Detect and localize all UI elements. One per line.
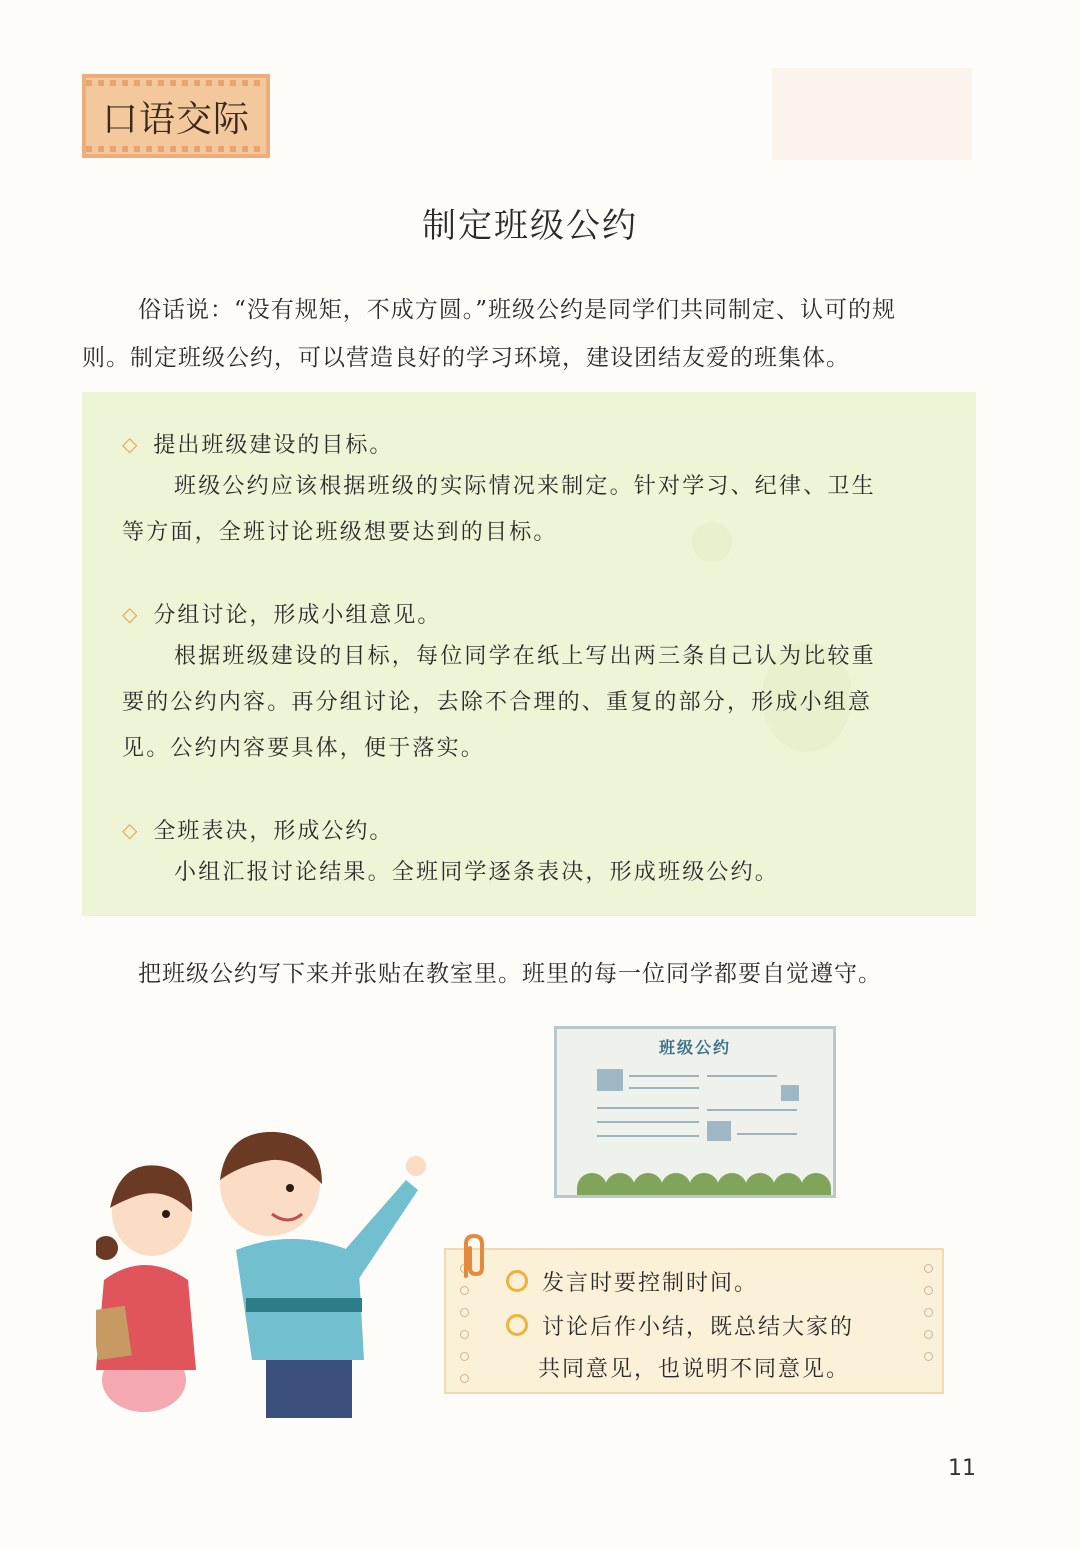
step-2-line-3: 见。公约内容要具体，便于落实。 [122,736,486,761]
hill-decoration [633,1173,663,1195]
hill-decoration [745,1173,775,1195]
hill-decoration [689,1173,719,1195]
binder-hole [460,1352,469,1361]
binder-hole [924,1308,933,1317]
hill-decoration [577,1173,607,1195]
boy-figure [220,1132,426,1418]
poster-line [629,1087,699,1089]
poster-line [597,1135,699,1137]
intro-line-2: 则。制定班级公约，可以营造良好的学习环境，建设团结友爱的班集体。 [82,345,850,371]
step-2-line-2: 要的公约内容。再分组讨论，去除不合理的、重复的部分，形成小组意 [122,690,873,715]
intro-line-1: 俗话说：“没有规矩，不成方圆。”班级公约是同学们共同制定、认可的规 [138,297,897,323]
step-3-line-1: 小组汇报讨论结果。全班同学逐条表决，形成班级公约。 [174,860,780,885]
step-1-line-1: 班级公约应该根据班级的实际情况来制定。针对学习、纪律、卫生 [174,474,876,499]
step-2-heading: ◇ 分组讨论，形成小组意见。 [122,601,442,628]
tips-note [444,1248,944,1394]
hill-decoration [605,1173,635,1195]
tip-1: 发言时要控制时间。 [506,1266,758,1297]
circle-bullet-icon [506,1314,528,1336]
section-tag-label: 口语交际 [101,98,250,140]
binder-hole [924,1286,933,1295]
page-number: 11 [948,1456,976,1481]
hill-decoration [661,1173,691,1195]
binder-hole [460,1286,469,1295]
binder-hole [924,1264,933,1273]
step-2-line-1: 根据班级建设的目标，每位同学在纸上写出两三条自己认为比较重 [174,644,876,669]
hill-decoration [717,1173,747,1195]
qr-code-icon [707,1121,731,1141]
class-pact-poster [554,1026,836,1198]
binder-hole [924,1330,933,1339]
binder-hole [924,1352,933,1361]
tip-2-continued: 共同意见，也说明不同意见。 [538,1357,851,1382]
closing-paragraph: 把班级公约写下来并张贴在教室里。班里的每一位同学都要自觉遵守。 [138,961,882,987]
binder-hole [460,1330,469,1339]
binder-hole [460,1308,469,1317]
page-title: 制定班级公约 [422,206,638,246]
poster-line [629,1075,699,1077]
step-1-heading: ◇ 提出班级建设的目标。 [122,431,394,458]
poster-line [707,1075,777,1077]
diamond-bullet-icon: ◇ [122,431,140,456]
poster-line [737,1133,797,1135]
diamond-bullet-icon: ◇ [122,601,140,626]
photo-placeholder-icon [597,1069,623,1091]
section-tag [82,74,270,158]
diamond-bullet-icon: ◇ [122,817,140,842]
paperclip-icon [452,1232,492,1282]
hill-decoration [773,1173,803,1195]
students-illustration [96,1130,436,1420]
tip-2: 讨论后作小结，既总结大家的 [506,1310,854,1341]
binder-hole [460,1374,469,1383]
poster-title: 班级公约 [658,1038,731,1057]
step-3-heading: ◇ 全班表决，形成公约。 [122,817,394,844]
hill-decoration [801,1173,831,1195]
girl-figure [96,1165,196,1412]
step-1-line-2: 等方面，全班讨论班级想要达到的目标。 [122,520,558,545]
image-placeholder-icon [781,1085,799,1101]
circle-bullet-icon [506,1270,528,1292]
decorative-faint-box [772,68,972,160]
poster-line [597,1107,699,1109]
poster-line [707,1109,797,1111]
poster-line [597,1121,699,1123]
